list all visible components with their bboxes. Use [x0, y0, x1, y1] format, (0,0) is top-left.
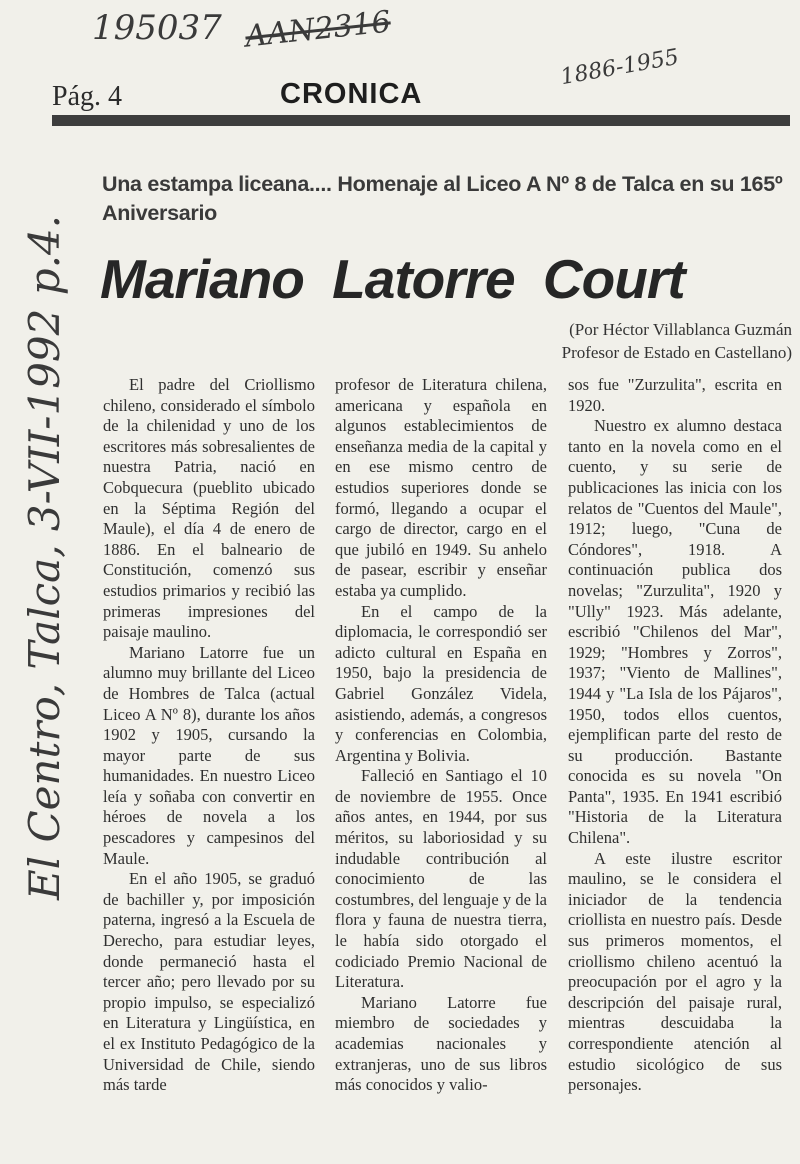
paragraph: El padre del Criollismo chileno, considerado el símbolo de la chilenidad y uno de los escritores más sobresalientes de nuestra Patria, nació en Cobquecura (pueblito ubicado en la Séptima Región del Maule), el día 4 de enero de 1886. En el balneario de Constitución, comenzó sus estudios primarios y recibió las primeras impresiones del paisaje maulino.: [103, 375, 315, 642]
page-header: [52, 78, 792, 114]
byline-role: Profesor de Estado en Castellano): [561, 343, 792, 362]
byline: [512, 318, 792, 364]
header-rule: [52, 115, 790, 126]
section-title: CRONICA: [280, 78, 423, 110]
paragraph: Mariano Latorre fue un alumno muy brillante del Liceo de Hombres de Talca (actual Liceo A Nº 8), durante los años 1902 y 1905, cursando la mayor parte de sus humanidades. En nuestro Liceo leía y soñaba con convertir en héroes de novela a los pescadores y campesinos del Maule.: [103, 642, 315, 868]
column-1: [103, 375, 315, 1096]
paragraph: sos fue "Zurzulita", escrita en 1920.: [568, 375, 782, 415]
handwritten-number: 195037: [92, 8, 222, 48]
handwritten-source-note: El Centro, Talca, 3-VII-1992 p.4.: [20, 214, 69, 900]
handwritten-struck-code: AAN2316: [243, 4, 393, 55]
paragraph: Falleció en Santiago el 10 de noviembre de 1955. Once años antes, en 1944, por sus méritos, su laboriosidad y su indudable contribución al conocimiento de las costumbres, del lenguaje y de la flora y fauna de nuestra tierra, le había sido otorgado el codiciado Premio Nacional de Literatura.: [335, 766, 547, 992]
kicker: Una estampa liceana.... Homenaje al Liceo A Nº 8 de Talca en su 165º Aniversario: [102, 172, 783, 225]
headline: Mariano Latorre Court: [100, 248, 685, 310]
byline-author: (Por Héctor Villablanca Guzmán: [569, 320, 792, 339]
page-label: Pág. 4: [52, 81, 122, 112]
column-3: [568, 375, 782, 1096]
paragraph: Nuestro ex alumno destaca tanto en la novela como en el cuento, y su serie de publicaciones las inicia con los relatos de "Cuentos del Maule", 1912; luego, "Cuna de Cóndores", 1918. A continuación publica dos novelas; "Zurzulita", 1920 y "Ully" 1923. Más adelante, escribió "Chilenos del Mar", 1929; "Hombres y Zorros", 1937; "Viento de Mallines", 1944 y "La Isla de los Pájaros", 1950, todos ellos cuentos, ejemplifican parte del resto de su producción. Bastante conocida es su novela "On Panta", 1935. En 1941 escribió "Historia de la Literatura Chilena".: [568, 416, 782, 848]
paragraph: En el año 1905, se graduó de bachiller y, por imposición paterna, ingresó a la Escuela de Derecho, para estudiar leyes, donde permaneció hasta el tercer año; pero llevado por su propio impulso, se especializó en Literatura y Lingüística, en el ex Instituto Pedagógico de la Universidad de Chile, siendo más tarde: [103, 869, 315, 1095]
paragraph: Mariano Latorre fue miembro de sociedades y academias nacionales y extranjeras, uno de sus libros más conocidos y valio-: [335, 992, 547, 1095]
paragraph: profesor de Literatura chilena, americana y española en algunos establecimientos de enseñanza media de la capital y en ese mismo centro de estudios superiores donde se formó, llegando a ocupar el cargo de director, cargo en el que jubiló en 1949. Su anhelo de pasear, escribir y enseñar estaba ya cumplido.: [335, 375, 547, 600]
paragraph: En el campo de la diplomacia, le correspondió ser adicto cultural en España en 1950, bajo la presidencia de Gabriel González Videla, asistiendo, además, a congresos y conferencias en Colombia, Argentina y Bolivia.: [335, 601, 547, 765]
handwritten-date: 1886-1955: [558, 44, 681, 91]
column-2: [335, 375, 547, 1096]
paragraph: A este ilustre escritor maulino, se le considera el iniciador de la tendencia criollista en nuestro país. Desde sus primeros momentos, el criollismo chileno acentuó la preocupación por el agro y la descripción del paisaje rural, mientras descuidaba la correspondiente atención al estudio sicológico de sus personajes.: [568, 848, 782, 1095]
